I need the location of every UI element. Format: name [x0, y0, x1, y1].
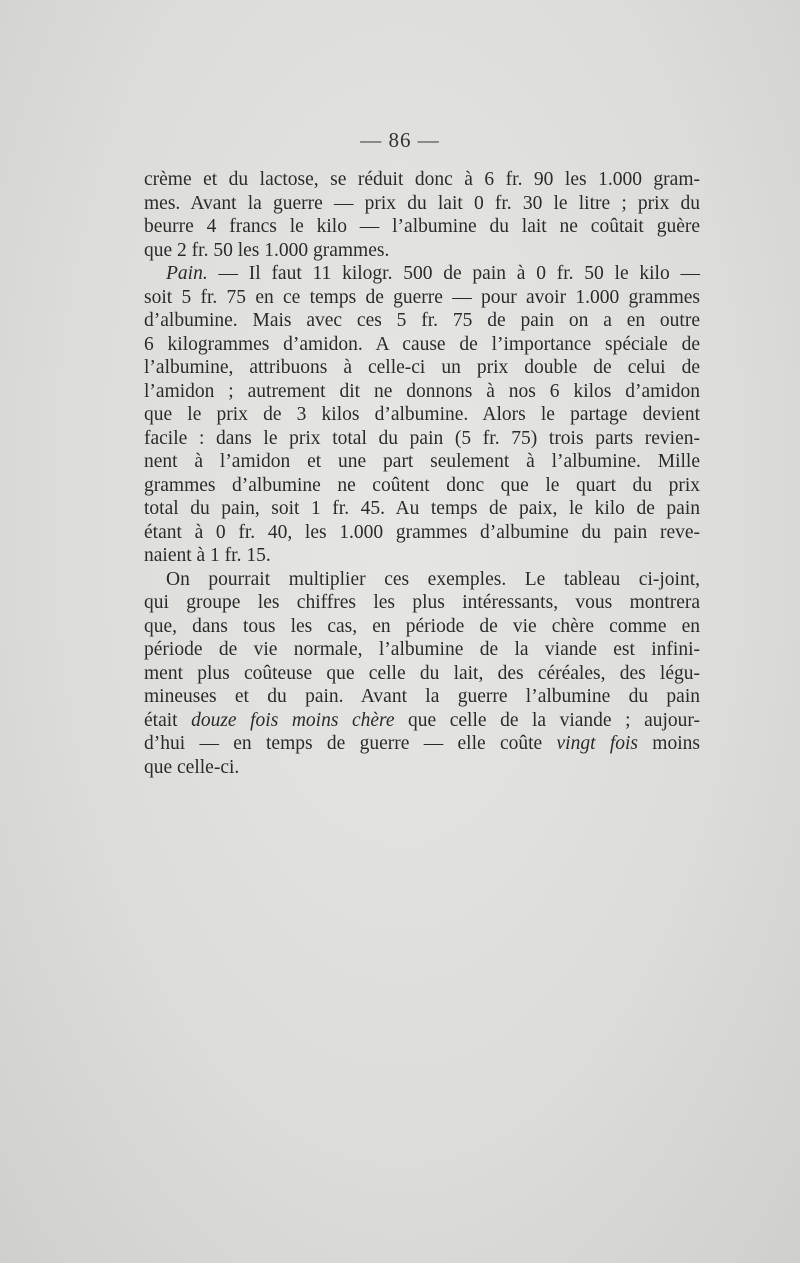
text-line: que celle-ci. [144, 756, 240, 778]
emphasis-text: douze fois moins chère [191, 709, 395, 731]
text-fragment: — Il faut 11 kilogr. 500 de pain à 0 fr. 50 le kilo — [207, 263, 700, 284]
text-line: étant à 0 fr. 40, les 1.000 grammes d’albumine du pain reve- [144, 521, 700, 543]
text-line: naient à 1 fr. 15. [144, 545, 271, 566]
text-fragment: moins [638, 733, 700, 754]
text-line: soit 5 fr. 75 en ce temps de guerre — pour avoir 1.000 grammes [144, 286, 700, 308]
text-line: crème et du lactose, se réduit donc à 6 fr. 90 les 1.000 gram- [144, 169, 700, 190]
text-line: qui groupe les chiffres les plus intéressants, vous montrera [144, 592, 700, 613]
body-text [144, 168, 700, 779]
paragraph-2 [144, 262, 700, 568]
text-line: que le prix de 3 kilos d’albumine. Alors le partage devient [144, 404, 700, 425]
text-line [144, 709, 700, 733]
text-line: beurre 4 francs le kilo — l’albumine du lait ne coûtait guère [144, 216, 700, 237]
paragraph-1 [144, 168, 700, 262]
text-line: On pourrait multiplier ces exemples. Le tableau ci-joint, [166, 568, 700, 590]
text-line: d’albumine. Mais avec ces 5 fr. 75 de pain on a en outre [144, 310, 700, 331]
text-line: total du pain, soit 1 fr. 45. Au temps de paix, le kilo de pain [144, 498, 700, 519]
page-number: — 86 — [360, 128, 440, 152]
section-lead: Pain. [166, 263, 208, 284]
emphasis-text: vingt fois [556, 733, 638, 754]
text-line: ment plus coûteuse que celle du lait, des céréales, des légu- [144, 662, 700, 684]
text-line: période de vie normale, l’albumine de la viande est infini- [144, 639, 700, 660]
text-line [144, 732, 700, 756]
text-line: l’albumine, attribuons à celle-ci un prix double de celui de [144, 357, 700, 378]
text-line: l’amidon ; autrement dit ne donnons à nos 6 kilos d’amidon [144, 380, 700, 402]
text-line: nent à l’amidon et une part seulement à l’albumine. Mille [144, 451, 700, 472]
text-fragment: que celle de la viande ; aujour- [394, 709, 700, 731]
text-line [144, 262, 700, 286]
text-fragment: était [144, 709, 192, 731]
text-line: facile : dans le prix total du pain (5 fr. 75) trois parts revien- [144, 427, 700, 449]
text-line: 6 kilogrammes d’amidon. A cause de l’importance spéciale de [144, 333, 700, 355]
text-line: mes. Avant la guerre — prix du lait 0 fr. 30 le litre ; prix du [144, 192, 700, 214]
text-line: que, dans tous les cas, en période de vie chère comme en [144, 615, 700, 637]
paragraph-3 [144, 568, 700, 780]
text-line: mineuses et du pain. Avant la guerre l’albumine du pain [144, 686, 700, 707]
text-fragment: d’hui — en temps de guerre — elle coûte [144, 733, 557, 754]
text-line: que 2 fr. 50 les 1.000 grammes. [144, 239, 390, 261]
text-line: grammes d’albumine ne coûtent donc que le quart du prix [144, 474, 700, 496]
